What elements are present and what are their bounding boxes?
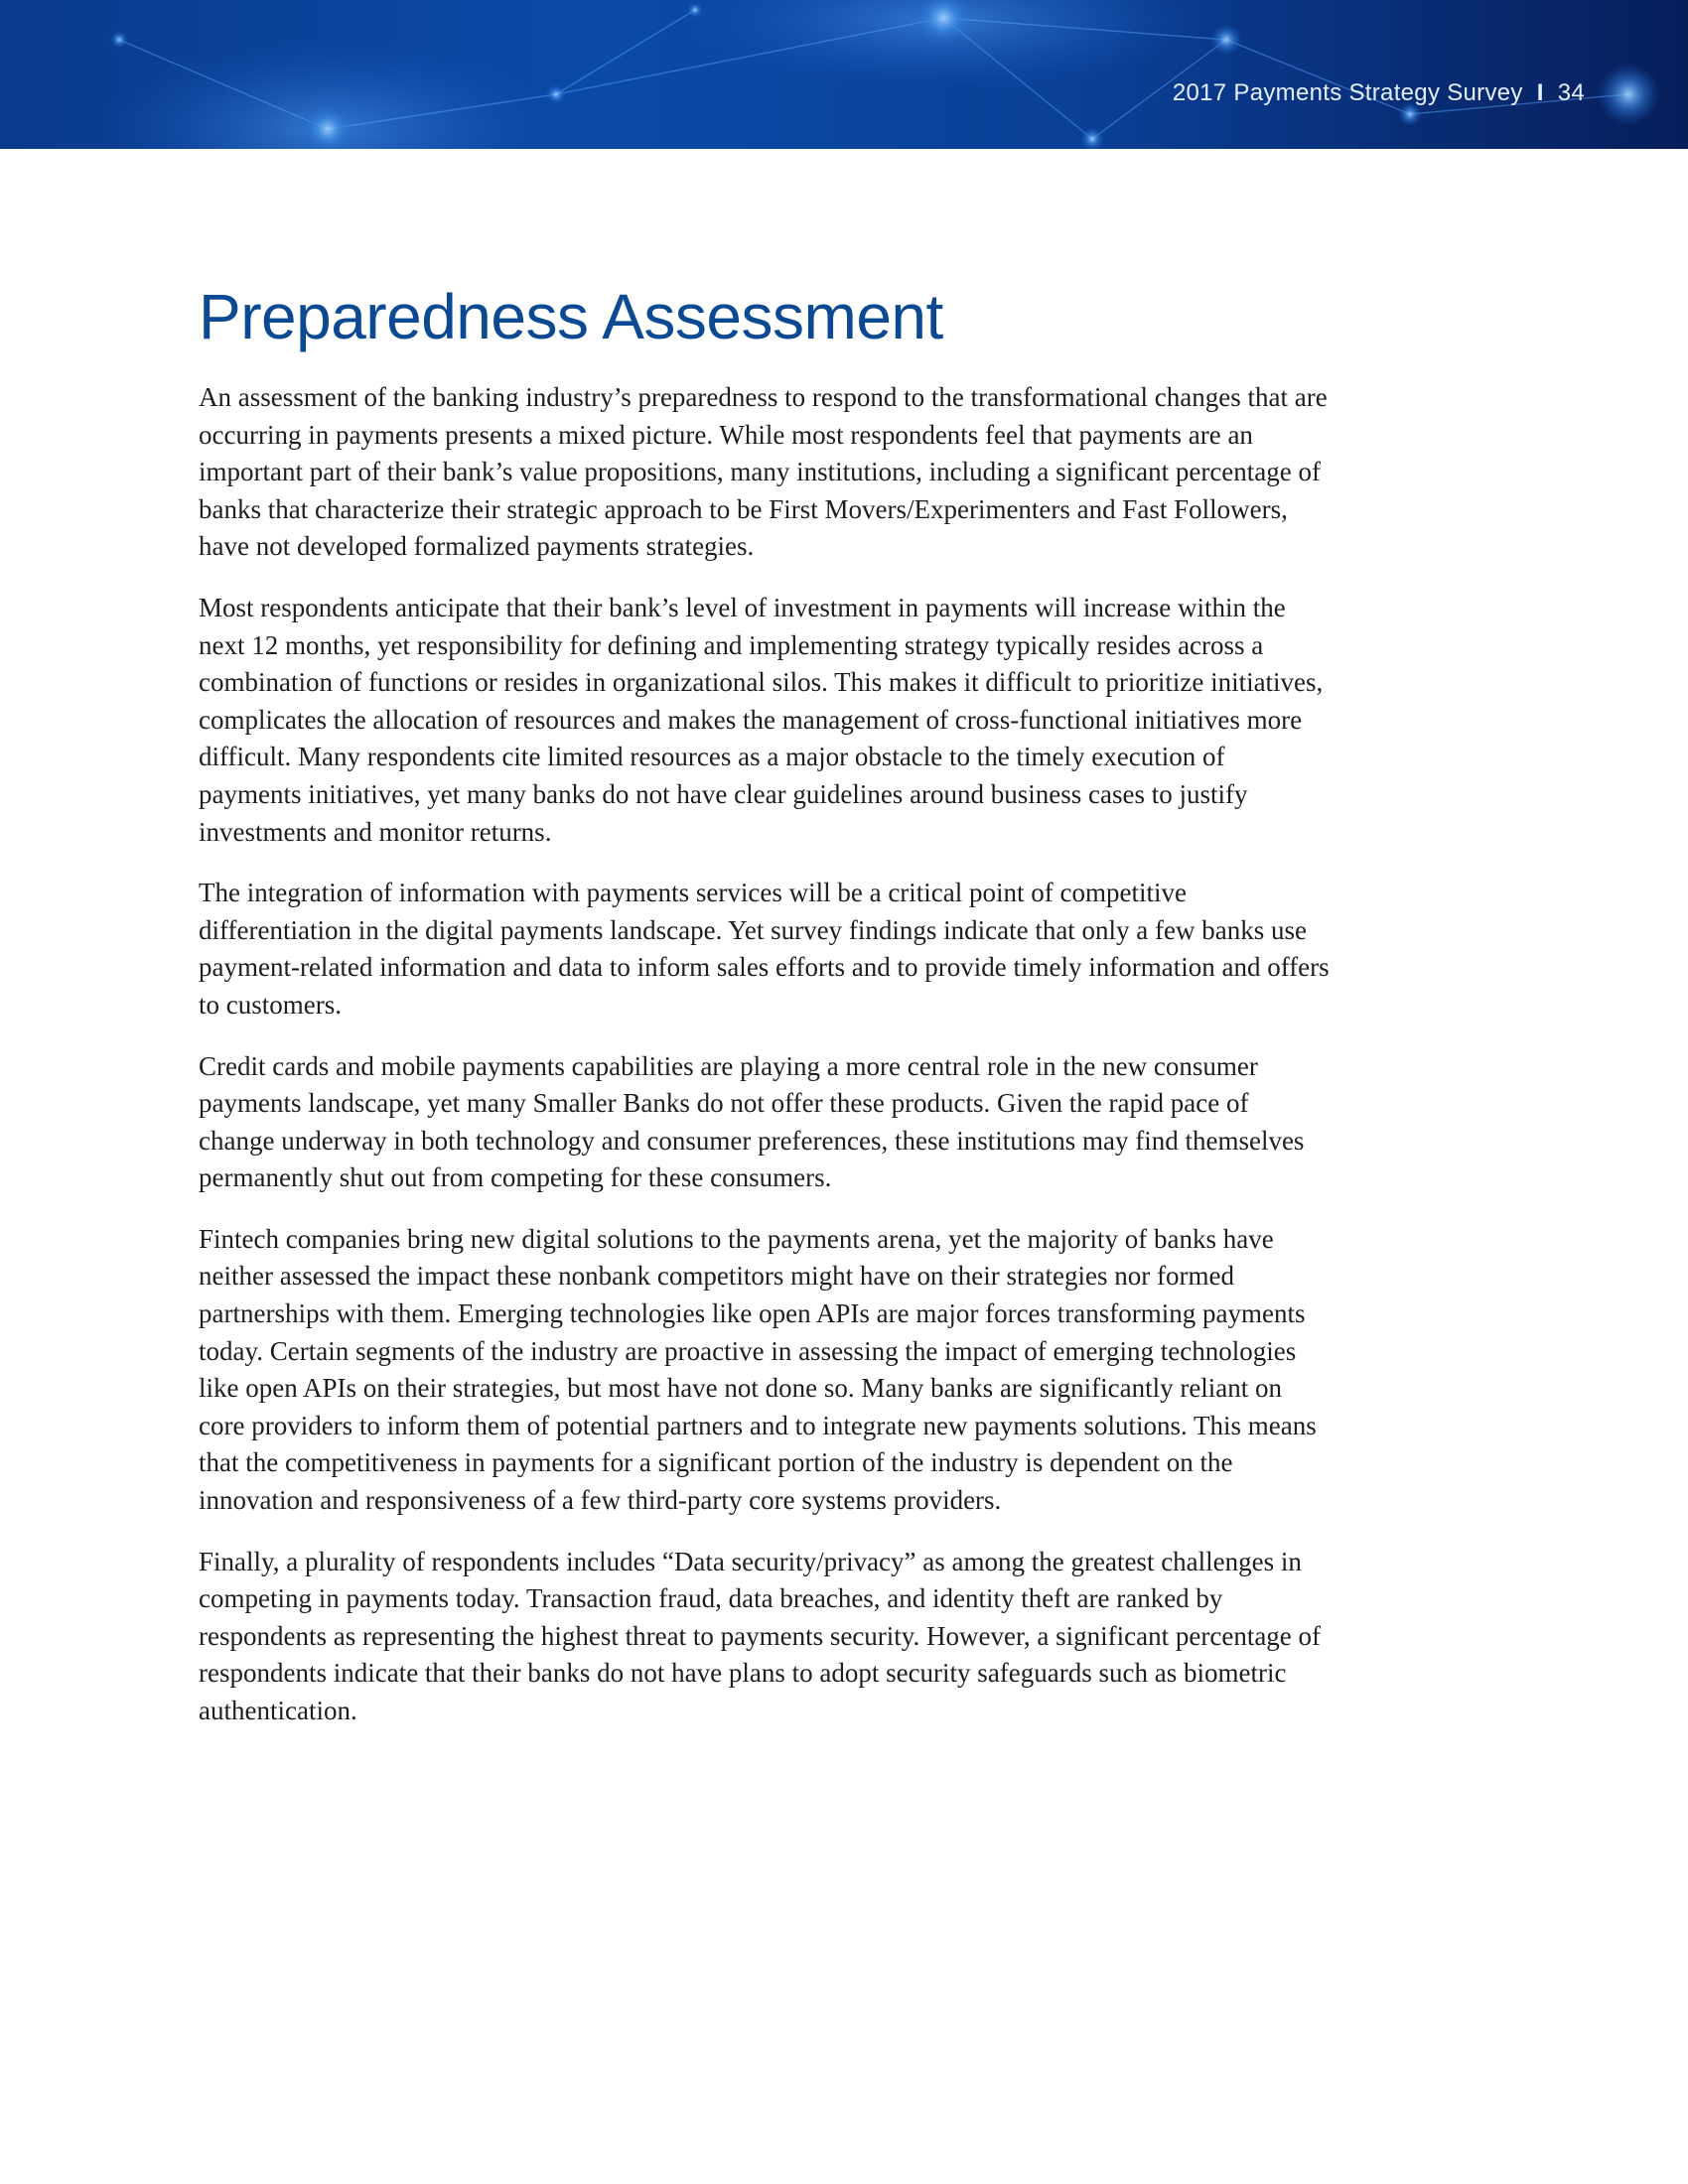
page-title: Preparedness Assessment (199, 281, 943, 352)
network-graphic (0, 0, 1688, 149)
header-separator: I (1536, 79, 1544, 106)
body-text (199, 379, 1331, 1754)
paragraph-security: Finally, a plurality of respondents includes “Data security/privacy” as among the greatest challenges in competing in payments today. Transaction fraud, data breaches, and identity theft are ranked by respondents as representing the highest threat to payments security. However, a significant percentage of respondents indicate that their banks do not have plans to adopt security safeguards such as biometric authentication. (199, 1546, 1322, 1725)
running-header (1173, 79, 1585, 107)
paragraph-credit-mobile: Credit cards and mobile payments capabilities are playing a more central role in the new consumer payments landscape, yet many Smaller Banks do not offer these products. Given the rapid pace of change underway in both technology and consumer preferences, these institutions may find themselves permanently shut out from competing for these consumers. (199, 1050, 1305, 1193)
paragraph-information-integration: The integration of information with payments services will be a critical point of competitive differentiation in the digital payments landscape. Yet survey findings indicate that only a few banks use payment-related information and data to inform sales efforts and to provide timely information and offers to customers. (199, 878, 1330, 1020)
paragraph-overview: An assessment of the banking industry’s preparedness to respond to the transformational changes that are occurring in payments presents a mixed picture. While most respondents feel that payments are an important part of their bank’s value propositions, many institutions, including a significant percentage of banks that characterize their strategic approach to be First Movers/Experimenters and Fast Followers, have not developed formalized payments strategies. (199, 382, 1328, 562)
header-banner (0, 0, 1688, 149)
publication-title: 2017 Payments Strategy Survey (1172, 79, 1523, 106)
paragraph-investment: Most respondents anticipate that their bank’s level of investment in payments will increase within the next 12 months, yet responsibility for defining and implementing strategy typically resides across a combination of functions or resides in organizational silos. This makes it difficult to prioritize initiatives, complicates the allocation of resources and makes the management of cross-functional initiatives more difficult. Many respondents cite limited resources as a major obstacle to the timely execution of payments initiatives, yet many banks do not have clear guidelines around business cases to justify investments and monitor returns. (199, 592, 1324, 847)
page-number: 34 (1557, 79, 1585, 106)
paragraph-fintech: Fintech companies bring new digital solutions to the payments arena, yet the majority of banks have neither assessed the impact these nonbank competitors might have on their strategies nor formed partnerships with them. Emerging technologies like open APIs are major forces transforming payments today. Certain segments of the industry are proactive in assessing the impact of emerging technologies like open APIs on their strategies, but most have not done so. Many banks are significantly reliant on core providers to inform them of potential partners and to integrate new payments solutions. This means that the competitiveness in payments for a significant portion of the industry is dependent on the innovation and responsiveness of a few third-party core systems providers. (199, 1223, 1317, 1516)
